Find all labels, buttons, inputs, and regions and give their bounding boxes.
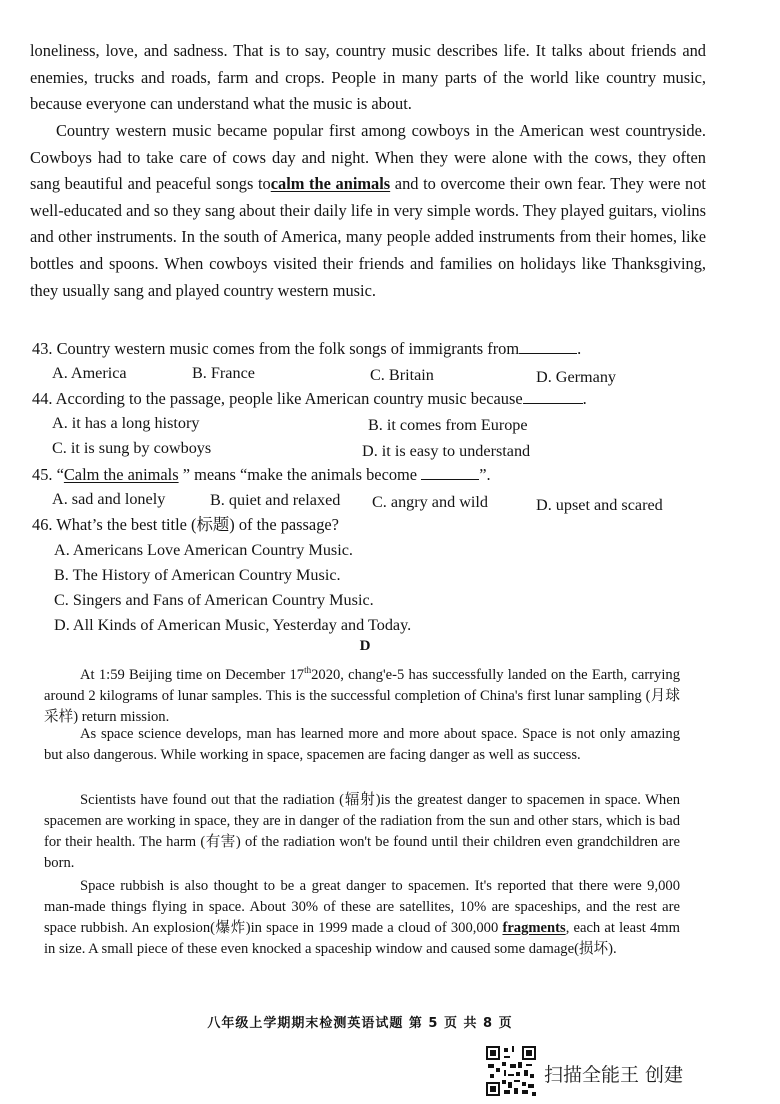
passage-c-paragraph-1: loneliness, love, and sadness. That is to say, country music describes life. It talks about friends and enemies, trucks and roads, farm and crops. People in many parts of the world like country music, because everyone can understand what the music is about. bbox=[30, 41, 706, 114]
question-46: 46. What’s the best title (标题) of the passage? bbox=[32, 515, 339, 534]
passage-d-paragraph-2: As space science develops, man has learned more and more about space. Space is not only amazing but also dangerous. While working in space, spacemen are facing danger as well as success. bbox=[44, 726, 680, 763]
q43-option-d: D. Germany bbox=[536, 368, 617, 386]
q43-option-a: A. America bbox=[52, 364, 127, 382]
qr-code-icon bbox=[486, 1046, 536, 1096]
q45-option-a: A. sad and lonely bbox=[52, 490, 166, 508]
q44-option-a: A. it has a long history bbox=[52, 414, 200, 432]
answer-blank bbox=[523, 389, 583, 404]
q44-option-b: B. it comes from Europe bbox=[368, 416, 528, 434]
question-43: 43. Country western music comes from the folk songs of immigrants from . bbox=[32, 339, 582, 358]
section-heading-d: D bbox=[359, 638, 371, 654]
q45-option-b: B. quiet and relaxed bbox=[210, 491, 341, 509]
q46-option-b: B. The History of American Country Music. bbox=[54, 566, 341, 584]
passage-c-paragraph-2: Country western music became popular first among cowboys in the American west countryside. Cowboys had to take care of cows day and night. When they were alone with the cows, they often sang beautiful and peaceful songs tocalm the animals and to overcome their own fear. They were not well-educated and so they sang about their daily life in very simple words. They played guitars, violins and other instruments. In the south of America, many people added instruments from their homes, like bottles and spoons. When cowboys visited their friends and families on holidays like Thanksgiving, they usually sang and played country western music. bbox=[30, 121, 706, 300]
q46-option-c: C. Singers and Fans of American Country Music. bbox=[54, 591, 374, 609]
passage-d-paragraph-3: Scientists have found out that the radiation (辐射)is the greatest danger to spacemen in space. When spacemen are working in space, they are in danger of the radiation from the sun and other stars, which is bad for their health. The harm (有害) of the radiation won't be found until their children even grandchildren are born. bbox=[44, 792, 680, 871]
question-44: 44. According to the passage, people like American country music because . bbox=[32, 389, 587, 408]
q46-option-d: D. All Kinds of American Music, Yesterday and Today. bbox=[54, 616, 412, 634]
q43-option-b: B. France bbox=[192, 364, 255, 382]
q44-option-d: D. it is easy to understand bbox=[362, 442, 531, 460]
passage-d-paragraph-1: At 1:59 Beijing time on December 17th2020, chang'e-5 has successfully landed on the Earth, carrying around 2 kilograms of lunar samples. This is the successful completion of China's first lunar sampling (月球采样) return mission. bbox=[44, 665, 680, 725]
q45-option-d: D. upset and scared bbox=[536, 496, 663, 514]
underlined-phrase: Calm the animals bbox=[63, 465, 179, 484]
answer-blank bbox=[421, 465, 479, 480]
answer-blank bbox=[519, 339, 577, 354]
underlined-word: fragments bbox=[502, 920, 566, 936]
passage-d-paragraph-4: Space rubbish is also thought to be a great danger to spacemen. It's reported that there were 9,000 man-made things flying in space. About 30% of these are satellites, 10% are spaceships, and the rest are space rubbish. An explosion(爆炸)in space in 1999 made a cloud of 300,000 fragments, each at least 4mm in size. A small piece of these even knocked a spaceship window and caused some damage(损坏). bbox=[44, 878, 680, 957]
q43-option-c: C. Britain bbox=[370, 366, 434, 384]
scanner-watermark: 扫描全能王 创建 bbox=[544, 1064, 684, 1086]
q44-option-c: C. it is sung by cowboys bbox=[52, 439, 212, 457]
q45-option-c: C. angry and wild bbox=[372, 493, 488, 511]
q46-option-a: A. Americans Love American Country Music. bbox=[54, 541, 353, 559]
question-45: 45. “Calm the animals ” means “make the animals become ”. bbox=[32, 465, 491, 484]
underlined-phrase: calm the animals bbox=[270, 174, 391, 194]
page-footer: 八年级上学期期末检测英语试题 第 5 页 共 8 页 bbox=[207, 1016, 513, 1031]
